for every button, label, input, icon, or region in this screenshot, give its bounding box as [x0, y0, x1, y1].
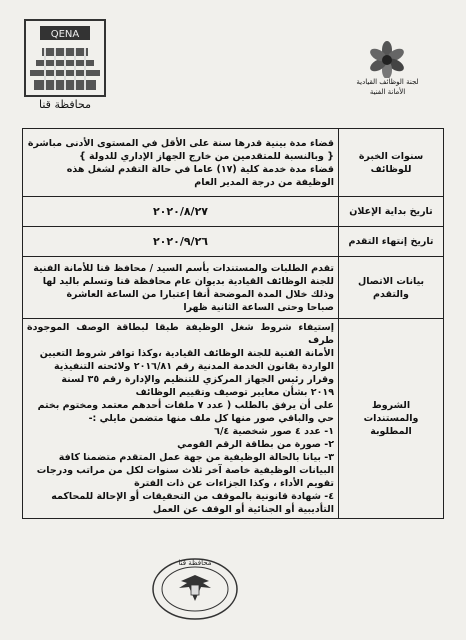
qena-logo-caption: محافظة قنا: [39, 98, 91, 111]
application-end-date: ٢٠٢٠/٩/٢٦: [23, 227, 339, 257]
qena-emblem-icon: [20, 18, 110, 98]
text-line: صباحا وحتى الساعة الثانية ظهرا: [183, 301, 334, 313]
text-line: البيانات الوظيفية خاصة آخر ثلاث سنوات لكل من مراتب ودرجات: [36, 465, 334, 476]
text-line: { وبالنسبة للمتقدمين من خارج الجهاز الإداري للدولة }: [78, 150, 334, 162]
text-line: ٢- صورة من بطاقة الرقم القومي: [177, 439, 334, 450]
experience-content: [23, 129, 339, 197]
table-row: [23, 257, 444, 319]
table-row: [23, 129, 444, 197]
experience-label: سنوات الخبرة للوظائف: [339, 129, 444, 197]
text-line: تقويم الأداء ، وكذا الجزاءات عن ذات الفترة: [134, 478, 334, 489]
requirements-label-line1: الشروط والمستندات: [363, 400, 419, 424]
text-line: على أن يرفق بالطلب ( عدد ٧ ملفات أحدهم معتمد ومختوم بختم: [37, 400, 334, 411]
application-end-label: تاريخ إنتهاء التقدم: [339, 227, 444, 257]
requirements-label: [339, 319, 444, 519]
eagle-seal-icon: [148, 555, 243, 623]
text-line: إستيفاء شروط شغل الوظيفة طبقا لبطاقة الوصف الموجودة طرف: [27, 322, 334, 346]
svg-text:QENA: QENA: [50, 29, 80, 40]
text-line: الأمانة الفنية للجنة الوظائف القيادية ،وكذا توافر شروط التعيين: [39, 348, 334, 359]
qena-governorate-logo: [20, 18, 110, 113]
official-stamp: [148, 555, 243, 623]
text-line: ٢٠١٩ بشأن معايير توصيف وتقييم الوظائف: [135, 387, 334, 398]
text-line: حي والباقي صور منها كل ملف منها متضمن مايلي :-: [88, 413, 334, 424]
text-line: للجنة الوظائف القيادية بديوان عام محافظة قنا وتسلم باليد لها: [42, 275, 334, 287]
text-line: التأديبية أو الجنائية أو الوقف عن العمل: [152, 504, 334, 515]
announcement-start-label: تاريخ بداية الإعلان: [339, 197, 444, 227]
text-line: وقرار رئيس الجهاز المركزي للتنظيم والإدارة رقم ٣٥ لسنة: [61, 374, 334, 385]
job-announcement-table: [22, 128, 444, 519]
text-line: ٣- بيانا بالحالة الوظيفية من جهة عمل المتقدم متضمنا كافة: [58, 452, 334, 463]
text-line: الوظيفة من درجة المدير العام: [194, 176, 334, 188]
flower-emblem-icon: [340, 40, 435, 78]
committee-logo-line1: لجنة الوظائف القيادية: [356, 78, 419, 86]
table-row: [23, 227, 444, 257]
requirements-label-line2: المطلوبة: [370, 426, 412, 437]
announcement-start-date: ٢٠٢٠/٨/٢٧: [23, 197, 339, 227]
text-line: وذلك خلال المدة الموضحة أنفا إعتبارا من الساعة العاشرة: [66, 288, 334, 300]
text-line: ٤- شهادة قانونية بالموقف من التحقيقات أو الإحالة للمحاكمه: [51, 491, 334, 502]
text-line: قضاء مدة خدمة كلية (١٧) عاما في حالة التقدم لشغل هذه: [66, 163, 334, 175]
text-line: تقدم الطلبات والمستندات بأسم السيد / محافظ قنا للأمانة الفنية: [33, 262, 334, 274]
text-line: الواردة بقانون الخدمة المدنية رقم ٢٠١٦/٨١ ولائحته التنفيذية: [54, 361, 334, 372]
svg-text:محافظة قنا: محافظة قنا: [178, 559, 212, 567]
requirements-content: [23, 319, 339, 519]
contact-label: بيانات الاتصال والتقدم: [339, 257, 444, 319]
table-row: [23, 319, 444, 519]
text-line: ١- عدد ٤ صور شخصية ٦/٤: [214, 426, 334, 437]
table-row: [23, 197, 444, 227]
committee-logo: [340, 40, 435, 120]
text-line: قضاء مدة بينية قدرها سنة على الأقل في المستوى الأدنى مباشرة: [27, 137, 334, 149]
committee-logo-line2: الأمانة الفنية: [369, 88, 406, 96]
contact-content: [23, 257, 339, 319]
